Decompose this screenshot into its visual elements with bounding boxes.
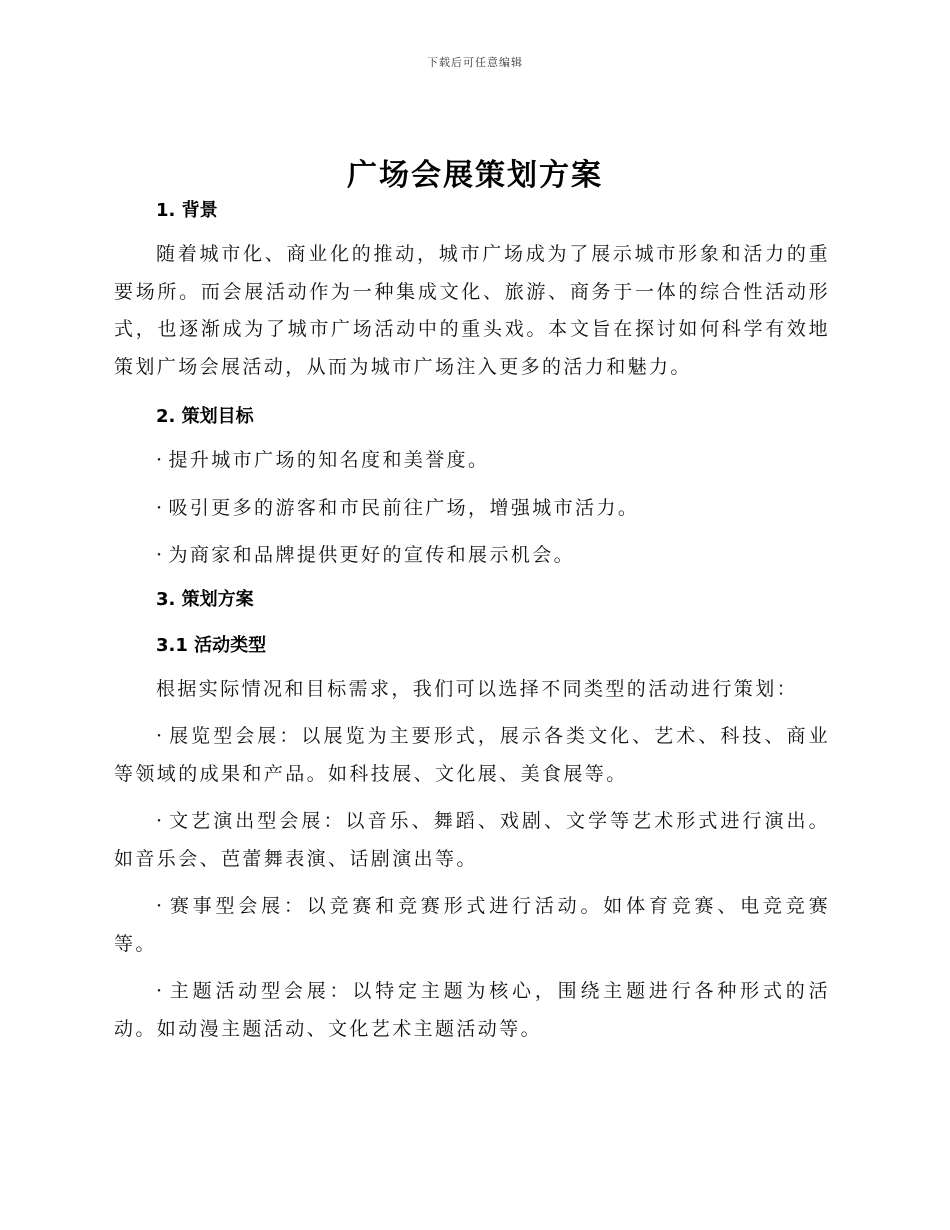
activity-types-intro: 根据实际情况和目标需求，我们可以选择不同类型的活动进行策划： [156,677,799,700]
bullet-dot: · [156,810,165,832]
activity-type-item [114,718,830,793]
bullet-dot: · [156,449,165,471]
goal-item [114,537,830,575]
section-heading-plan: 3. 策划方案 [156,588,254,610]
document-body [114,196,830,1048]
activity-type-text: 主题活动型会展：以特定主题为核心，围绕主题进行各种形式的活动。如动漫主题活动、文化艺术主题活动等。 [114,980,830,1040]
goal-item [114,442,830,480]
bullet-dot: · [156,895,165,917]
document-title: 广场会展策划方案 [347,158,603,193]
section-heading-background: 1. 背景 [156,200,218,221]
goal-item-text: 为商家和品牌提供更好的宣传和展示机会。 [168,544,576,566]
activity-type-text: 赛事型会展：以竞赛和竞赛形式进行活动。如体育竞赛、电竞竞赛等。 [114,895,830,955]
bullet-dot: · [156,496,165,519]
section-heading-goals: 2. 策划目标 [156,406,254,427]
header-note: 下载后可任意编辑 [427,56,523,69]
goal-item-text: 提升城市广场的知名度和美誉度。 [168,449,490,471]
goal-item-text: 吸引更多的游客和市民前往广场，增强城市活力。 [168,496,640,519]
background-paragraph: 随着城市化、商业化的推动，城市广场成为了展示城市形象和活力的重要场所。而会展活动作为一种集成文化、旅游、商务于一体的综合性活动形式，也逐渐成为了城市广场活动中的重头戏。本文旨在探讨如何科学有效地策划广场会展活动，从而为城市广场注入更多的活力和魅力。 [114,243,830,378]
subsection-heading-activity-types: 3.1 活动类型 [156,634,267,656]
bullet-dot: · [156,544,165,566]
activity-type-item [114,888,830,963]
bullet-dot: · [156,980,165,1002]
activity-type-text: 文艺演出型会展：以音乐、舞蹈、戏剧、文学等艺术形式进行演出。如音乐会、芭蕾舞表演、话剧演出等。 [114,810,830,870]
bullet-dot: · [156,725,165,747]
activity-type-text: 展览型会展：以展览为主要形式，展示各类文化、艺术、科技、商业等领域的成果和产品。如科技展、文化展、美食展等。 [114,725,830,785]
activity-type-item [114,803,830,878]
activity-type-item [114,973,830,1048]
goal-item [114,490,830,528]
